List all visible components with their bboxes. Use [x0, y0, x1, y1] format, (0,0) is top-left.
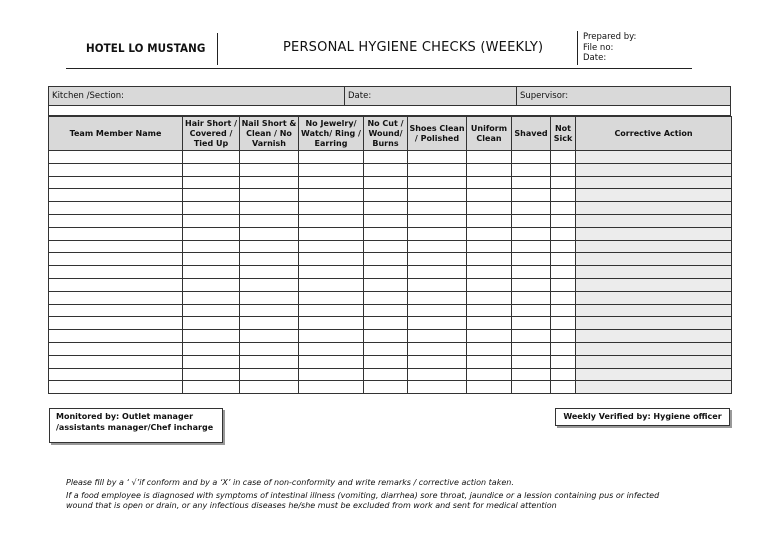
- table-cell[interactable]: [364, 151, 408, 164]
- table-cell[interactable]: [551, 163, 576, 176]
- table-cell[interactable]: [364, 163, 408, 176]
- table-cell[interactable]: [183, 253, 240, 266]
- table-cell[interactable]: [364, 355, 408, 368]
- table-cell[interactable]: [49, 330, 183, 343]
- table-cell[interactable]: [240, 368, 299, 381]
- table-cell[interactable]: [551, 189, 576, 202]
- table-cell[interactable]: [240, 278, 299, 291]
- table-cell[interactable]: [299, 214, 364, 227]
- column-header: Not Sick: [551, 117, 576, 151]
- table-cell[interactable]: [49, 253, 183, 266]
- table-cell[interactable]: [240, 202, 299, 215]
- corrective-action-cell[interactable]: [576, 202, 732, 215]
- table-cell[interactable]: [240, 355, 299, 368]
- table-cell[interactable]: [467, 355, 512, 368]
- table-cell[interactable]: [512, 227, 551, 240]
- table-cell[interactable]: [299, 163, 364, 176]
- table-cell[interactable]: [467, 368, 512, 381]
- table-row: [49, 368, 732, 381]
- table-row: [49, 240, 732, 253]
- table-cell[interactable]: [299, 151, 364, 164]
- table-cell[interactable]: [408, 189, 467, 202]
- table-cell[interactable]: [364, 342, 408, 355]
- table-cell[interactable]: [467, 381, 512, 394]
- table-cell[interactable]: [183, 214, 240, 227]
- table-cell[interactable]: [551, 317, 576, 330]
- table-row: [49, 202, 732, 215]
- corrective-action-cell[interactable]: [576, 278, 732, 291]
- table-cell[interactable]: [49, 278, 183, 291]
- corrective-action-cell[interactable]: [576, 330, 732, 343]
- table-row: [49, 266, 732, 279]
- table-row: [49, 304, 732, 317]
- table-cell[interactable]: [240, 189, 299, 202]
- table-cell[interactable]: [467, 266, 512, 279]
- document-title: PERSONAL HYGIENE CHECKS (WEEKLY): [283, 40, 544, 55]
- table-cell[interactable]: [467, 176, 512, 189]
- table-cell[interactable]: [551, 253, 576, 266]
- header-divider-right: [577, 31, 578, 65]
- table-cell[interactable]: [512, 163, 551, 176]
- corrective-action-cell[interactable]: [576, 355, 732, 368]
- table-row: [49, 214, 732, 227]
- table-cell[interactable]: [408, 317, 467, 330]
- table-cell[interactable]: [49, 342, 183, 355]
- table-cell[interactable]: [364, 266, 408, 279]
- table-cell[interactable]: [49, 151, 183, 164]
- table-cell[interactable]: [551, 202, 576, 215]
- corrective-action-cell[interactable]: [576, 381, 732, 394]
- table-cell[interactable]: [183, 368, 240, 381]
- table-cell[interactable]: [512, 176, 551, 189]
- table-cell[interactable]: [183, 176, 240, 189]
- corrective-action-cell[interactable]: [576, 253, 732, 266]
- table-cell[interactable]: [183, 278, 240, 291]
- file-no-label: File no:: [583, 42, 614, 53]
- table-cell[interactable]: [467, 189, 512, 202]
- table-cell[interactable]: [512, 278, 551, 291]
- verified-by-box: Weekly Verified by: Hygiene officer: [555, 408, 730, 426]
- table-cell[interactable]: [299, 227, 364, 240]
- table-cell[interactable]: [408, 342, 467, 355]
- table-cell[interactable]: [512, 291, 551, 304]
- table-row: [49, 163, 732, 176]
- table-row: [49, 330, 732, 343]
- table-cell[interactable]: [467, 151, 512, 164]
- column-header: No Jewelry/ Watch/ Ring / Earring: [299, 117, 364, 151]
- note-line: Please fill by a ‘ √’if conform and by a ‘X’ in case of non-conformity and write remarks / corrective action taken.: [66, 478, 514, 487]
- table-cell[interactable]: [364, 368, 408, 381]
- table-cell[interactable]: [408, 227, 467, 240]
- table-cell[interactable]: [49, 214, 183, 227]
- table-cell[interactable]: [240, 291, 299, 304]
- table-cell[interactable]: [240, 214, 299, 227]
- column-header: Hair Short / Covered / Tied Up: [183, 117, 240, 151]
- supervisor-field[interactable]: Supervisor:: [520, 91, 569, 101]
- table-cell[interactable]: [408, 278, 467, 291]
- table-cell[interactable]: [467, 291, 512, 304]
- table-cell[interactable]: [299, 202, 364, 215]
- table-cell[interactable]: [49, 317, 183, 330]
- table-cell[interactable]: [299, 330, 364, 343]
- corrective-action-cell[interactable]: [576, 176, 732, 189]
- column-header: Nail Short & Clean / No Varnish: [240, 117, 299, 151]
- column-header: Shaved: [512, 117, 551, 151]
- table-cell[interactable]: [183, 304, 240, 317]
- table-row: [49, 227, 732, 240]
- table-cell[interactable]: [240, 342, 299, 355]
- corrective-action-cell[interactable]: [576, 291, 732, 304]
- table-cell[interactable]: [240, 240, 299, 253]
- note-line: wound that is open or drain, or any infectious diseases he/she must be excluded from work and sent for medical attention: [66, 501, 557, 510]
- corrective-action-cell[interactable]: [576, 342, 732, 355]
- table-cell[interactable]: [183, 189, 240, 202]
- table-row: [49, 342, 732, 355]
- corrective-action-cell[interactable]: [576, 163, 732, 176]
- table-cell[interactable]: [183, 330, 240, 343]
- table-cell[interactable]: [551, 381, 576, 394]
- table-cell[interactable]: [299, 317, 364, 330]
- document-meta: [583, 32, 636, 64]
- table-cell[interactable]: [551, 227, 576, 240]
- date-meta-label: Date:: [583, 53, 607, 63]
- table-cell[interactable]: [49, 266, 183, 279]
- table-cell[interactable]: [551, 240, 576, 253]
- table-cell[interactable]: [299, 189, 364, 202]
- corrective-action-cell[interactable]: [576, 266, 732, 279]
- table-cell[interactable]: [467, 240, 512, 253]
- table-cell[interactable]: [551, 342, 576, 355]
- table-cell[interactable]: [364, 189, 408, 202]
- table-cell[interactable]: [551, 278, 576, 291]
- table-row: [49, 151, 732, 164]
- corrective-action-cell[interactable]: [576, 151, 732, 164]
- hygiene-checks-table: [48, 116, 732, 394]
- table-cell[interactable]: [408, 330, 467, 343]
- header-divider: [217, 33, 218, 65]
- table-cell[interactable]: [467, 330, 512, 343]
- column-header: Corrective Action: [576, 117, 732, 151]
- table-cell[interactable]: [364, 304, 408, 317]
- table-cell[interactable]: [408, 253, 467, 266]
- prepared-by-label: Prepared by:: [583, 32, 637, 42]
- table-cell[interactable]: [551, 176, 576, 189]
- table-cell[interactable]: [240, 304, 299, 317]
- table-cell[interactable]: [183, 342, 240, 355]
- table-cell[interactable]: [183, 266, 240, 279]
- table-row: [49, 189, 732, 202]
- table-cell[interactable]: [551, 330, 576, 343]
- monitored-by-line2: /assistants manager/Chef incharge: [56, 422, 214, 432]
- table-cell[interactable]: [408, 163, 467, 176]
- table-cell[interactable]: [183, 240, 240, 253]
- table-cell[interactable]: [551, 151, 576, 164]
- table-cell[interactable]: [551, 214, 576, 227]
- table-cell[interactable]: [512, 189, 551, 202]
- table-cell[interactable]: [551, 291, 576, 304]
- table-cell[interactable]: [49, 291, 183, 304]
- table-cell[interactable]: [183, 202, 240, 215]
- table-cell[interactable]: [512, 151, 551, 164]
- table-cell[interactable]: [408, 304, 467, 317]
- corrective-action-cell[interactable]: [576, 317, 732, 330]
- table-cell[interactable]: [183, 151, 240, 164]
- table-cell[interactable]: [512, 342, 551, 355]
- table-cell[interactable]: [240, 253, 299, 266]
- table-cell[interactable]: [299, 176, 364, 189]
- table-cell[interactable]: [408, 368, 467, 381]
- table-cell[interactable]: [512, 381, 551, 394]
- table-cell[interactable]: [240, 330, 299, 343]
- table-cell[interactable]: [49, 355, 183, 368]
- table-cell[interactable]: [240, 227, 299, 240]
- corrective-action-cell[interactable]: [576, 214, 732, 227]
- monitored-by-box: [49, 408, 223, 443]
- table-cell[interactable]: [240, 176, 299, 189]
- table-cell[interactable]: [299, 355, 364, 368]
- table-cell[interactable]: [512, 355, 551, 368]
- table-cell[interactable]: [240, 381, 299, 394]
- table-cell[interactable]: [467, 163, 512, 176]
- table-cell[interactable]: [467, 278, 512, 291]
- table-cell[interactable]: [49, 381, 183, 394]
- corrective-action-cell[interactable]: [576, 227, 732, 240]
- table-cell[interactable]: [364, 176, 408, 189]
- table-spacer: [48, 106, 731, 116]
- table-cell[interactable]: [240, 163, 299, 176]
- table-cell[interactable]: [512, 368, 551, 381]
- table-cell[interactable]: [408, 355, 467, 368]
- table-row: [49, 381, 732, 394]
- table-cell[interactable]: [240, 266, 299, 279]
- table-header-row: [49, 117, 732, 151]
- table-cell[interactable]: [183, 355, 240, 368]
- table-cell[interactable]: [512, 304, 551, 317]
- table-cell[interactable]: [512, 202, 551, 215]
- info-row: [48, 86, 731, 106]
- table-cell[interactable]: [408, 151, 467, 164]
- table-cell[interactable]: [408, 291, 467, 304]
- table-cell[interactable]: [49, 304, 183, 317]
- column-header: Team Member Name: [49, 117, 183, 151]
- table-cell[interactable]: [364, 202, 408, 215]
- table-cell[interactable]: [408, 176, 467, 189]
- table-cell[interactable]: [299, 253, 364, 266]
- table-cell[interactable]: [49, 240, 183, 253]
- table-cell[interactable]: [408, 240, 467, 253]
- table-row: [49, 278, 732, 291]
- table-cell[interactable]: [364, 291, 408, 304]
- table-cell[interactable]: [299, 278, 364, 291]
- table-body: [49, 151, 732, 394]
- column-header: No Cut / Wound/ Burns: [364, 117, 408, 151]
- table-row: [49, 176, 732, 189]
- table-cell[interactable]: [49, 176, 183, 189]
- table-cell[interactable]: [240, 151, 299, 164]
- table-cell[interactable]: [299, 368, 364, 381]
- corrective-action-cell[interactable]: [576, 304, 732, 317]
- table-cell[interactable]: [49, 189, 183, 202]
- table-cell[interactable]: [183, 291, 240, 304]
- table-cell[interactable]: [512, 317, 551, 330]
- table-cell[interactable]: [299, 304, 364, 317]
- table-cell[interactable]: [49, 202, 183, 215]
- table-cell[interactable]: [551, 355, 576, 368]
- table-cell[interactable]: [49, 163, 183, 176]
- table-row: [49, 253, 732, 266]
- table-cell[interactable]: [512, 240, 551, 253]
- table-cell[interactable]: [364, 330, 408, 343]
- note-line: If a food employee is diagnosed with symptoms of intestinal illness (vomiting, diarrhea) sore throat, jaundice or a lession containing pus or infected: [66, 490, 660, 500]
- table-cell[interactable]: [364, 278, 408, 291]
- table-cell[interactable]: [240, 317, 299, 330]
- table-cell[interactable]: [467, 317, 512, 330]
- header-rule: [66, 68, 692, 69]
- table-cell[interactable]: [183, 317, 240, 330]
- date-field[interactable]: Date:: [345, 87, 517, 105]
- monitored-by-line1: Monitored by: Outlet manager: [56, 412, 194, 421]
- table-cell[interactable]: [551, 304, 576, 317]
- corrective-action-cell[interactable]: [576, 240, 732, 253]
- table-cell[interactable]: [299, 342, 364, 355]
- instructions-note: [66, 478, 706, 512]
- table-cell[interactable]: [467, 202, 512, 215]
- hotel-name: HOTEL LO MUSTANG: [86, 41, 206, 55]
- corrective-action-cell[interactable]: [576, 368, 732, 381]
- table-cell[interactable]: [408, 266, 467, 279]
- table-cell[interactable]: [364, 227, 408, 240]
- table-row: [49, 291, 732, 304]
- table-cell[interactable]: [183, 163, 240, 176]
- table-cell[interactable]: [467, 304, 512, 317]
- table-row: [49, 317, 732, 330]
- table-cell[interactable]: [299, 381, 364, 394]
- table-cell[interactable]: [551, 368, 576, 381]
- column-header: Shoes Clean / Polished: [408, 117, 467, 151]
- table-cell[interactable]: [299, 266, 364, 279]
- column-header: Uniform Clean: [467, 117, 512, 151]
- table-cell[interactable]: [512, 330, 551, 343]
- table-cell[interactable]: [512, 214, 551, 227]
- table-cell[interactable]: [299, 291, 364, 304]
- table-cell[interactable]: [551, 266, 576, 279]
- table-cell[interactable]: [467, 253, 512, 266]
- table-row: [49, 355, 732, 368]
- table-cell[interactable]: [364, 317, 408, 330]
- table-cell[interactable]: [467, 342, 512, 355]
- table-cell[interactable]: [364, 214, 408, 227]
- table-cell[interactable]: [49, 368, 183, 381]
- table-cell[interactable]: [183, 381, 240, 394]
- table-cell[interactable]: [183, 227, 240, 240]
- table-cell[interactable]: [299, 240, 364, 253]
- table-cell[interactable]: [364, 253, 408, 266]
- kitchen-section-field[interactable]: Kitchen /Section:: [49, 87, 345, 105]
- table-cell[interactable]: [467, 227, 512, 240]
- table-cell[interactable]: [408, 214, 467, 227]
- table-cell[interactable]: [364, 381, 408, 394]
- table-cell[interactable]: [512, 266, 551, 279]
- table-cell[interactable]: [408, 381, 467, 394]
- table-cell[interactable]: [364, 240, 408, 253]
- table-cell[interactable]: [512, 253, 551, 266]
- table-cell[interactable]: [49, 227, 183, 240]
- table-cell[interactable]: [408, 202, 467, 215]
- corrective-action-cell[interactable]: [576, 189, 732, 202]
- table-cell[interactable]: [467, 214, 512, 227]
